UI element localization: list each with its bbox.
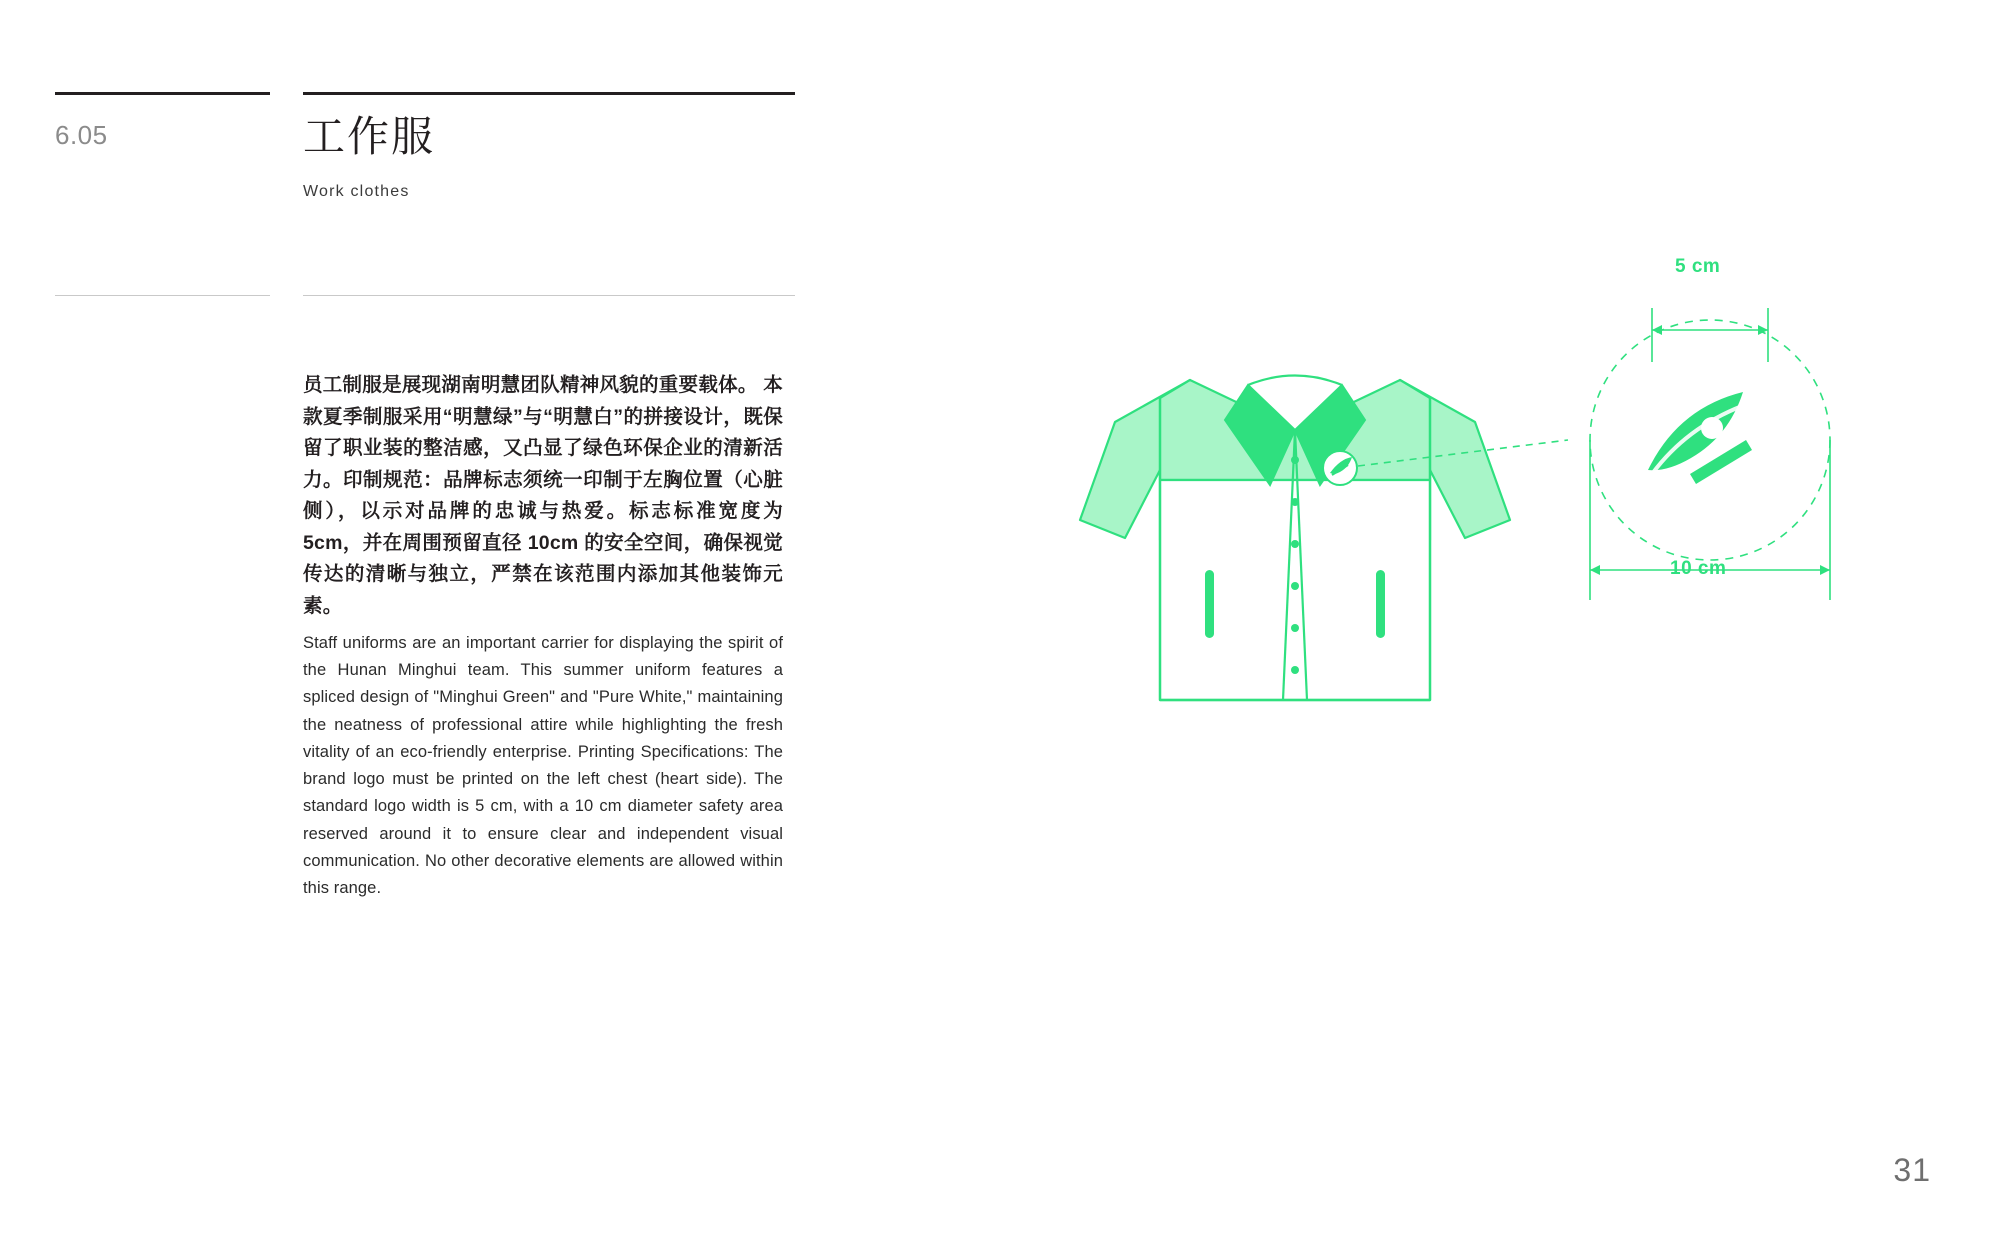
body-paragraph-en: Staff uniforms are an important carrier for displaying the spirit of the Hunan Minghui team. This summer uniform features a spliced design of "Minghui Green" and "Pure White," maintaining the neatness of professional attire while highlighting the fresh vitality of an eco-friendly enterprise. Printing Specifications: The brand logo must be printed on the left chest (heart side). The standard logo width is 5 cm, with a 10 cm diameter safety area reserved around it to ensure clear and independent visual communication. No other decorative elements are allowed within this range. [303,634,783,897]
shirt-illustration [1080,376,1510,701]
chest-logo-badge [1323,451,1357,485]
brand-logo-mark [1648,392,1752,484]
label-logo-width: 5 cm [1675,256,1721,277]
page-number: 31 [1893,1152,1931,1188]
section-rule-bottom [55,295,270,296]
label-logo-diameter: 10 cm [1670,558,1727,579]
logo-safe-area [1590,308,1830,600]
title-block [303,92,795,201]
section-number-block [55,92,270,151]
title-rule-top [303,92,795,95]
title-rule-bottom [303,295,795,296]
section-rule-top [55,92,270,95]
body-paragraph-zh: 员工制服是展现湖南明慧团队精神风貌的重要载体。 本款夏季制服采用“明慧绿”与“明慧白”的拼接设计，既保留了职业装的整洁感，又凸显了绿色环保企业的清新活力。印制规范：品牌标志须统一印制于左胸位置（心脏侧），以示对品牌的忠诚与热爱。标志标准宽度为 5cm，并在周围预留直径 10cm 的安全空间，确保视觉传达的清晰与独立，严禁在该范围内添加其他装饰元素。 [303,374,783,618]
dimension-width [1652,308,1768,362]
page-title-en: Work clothes [303,183,410,201]
section-number: 6.05 [55,120,108,150]
uniform-diagram [1020,256,1900,870]
page-title: 工作服 [303,113,436,160]
